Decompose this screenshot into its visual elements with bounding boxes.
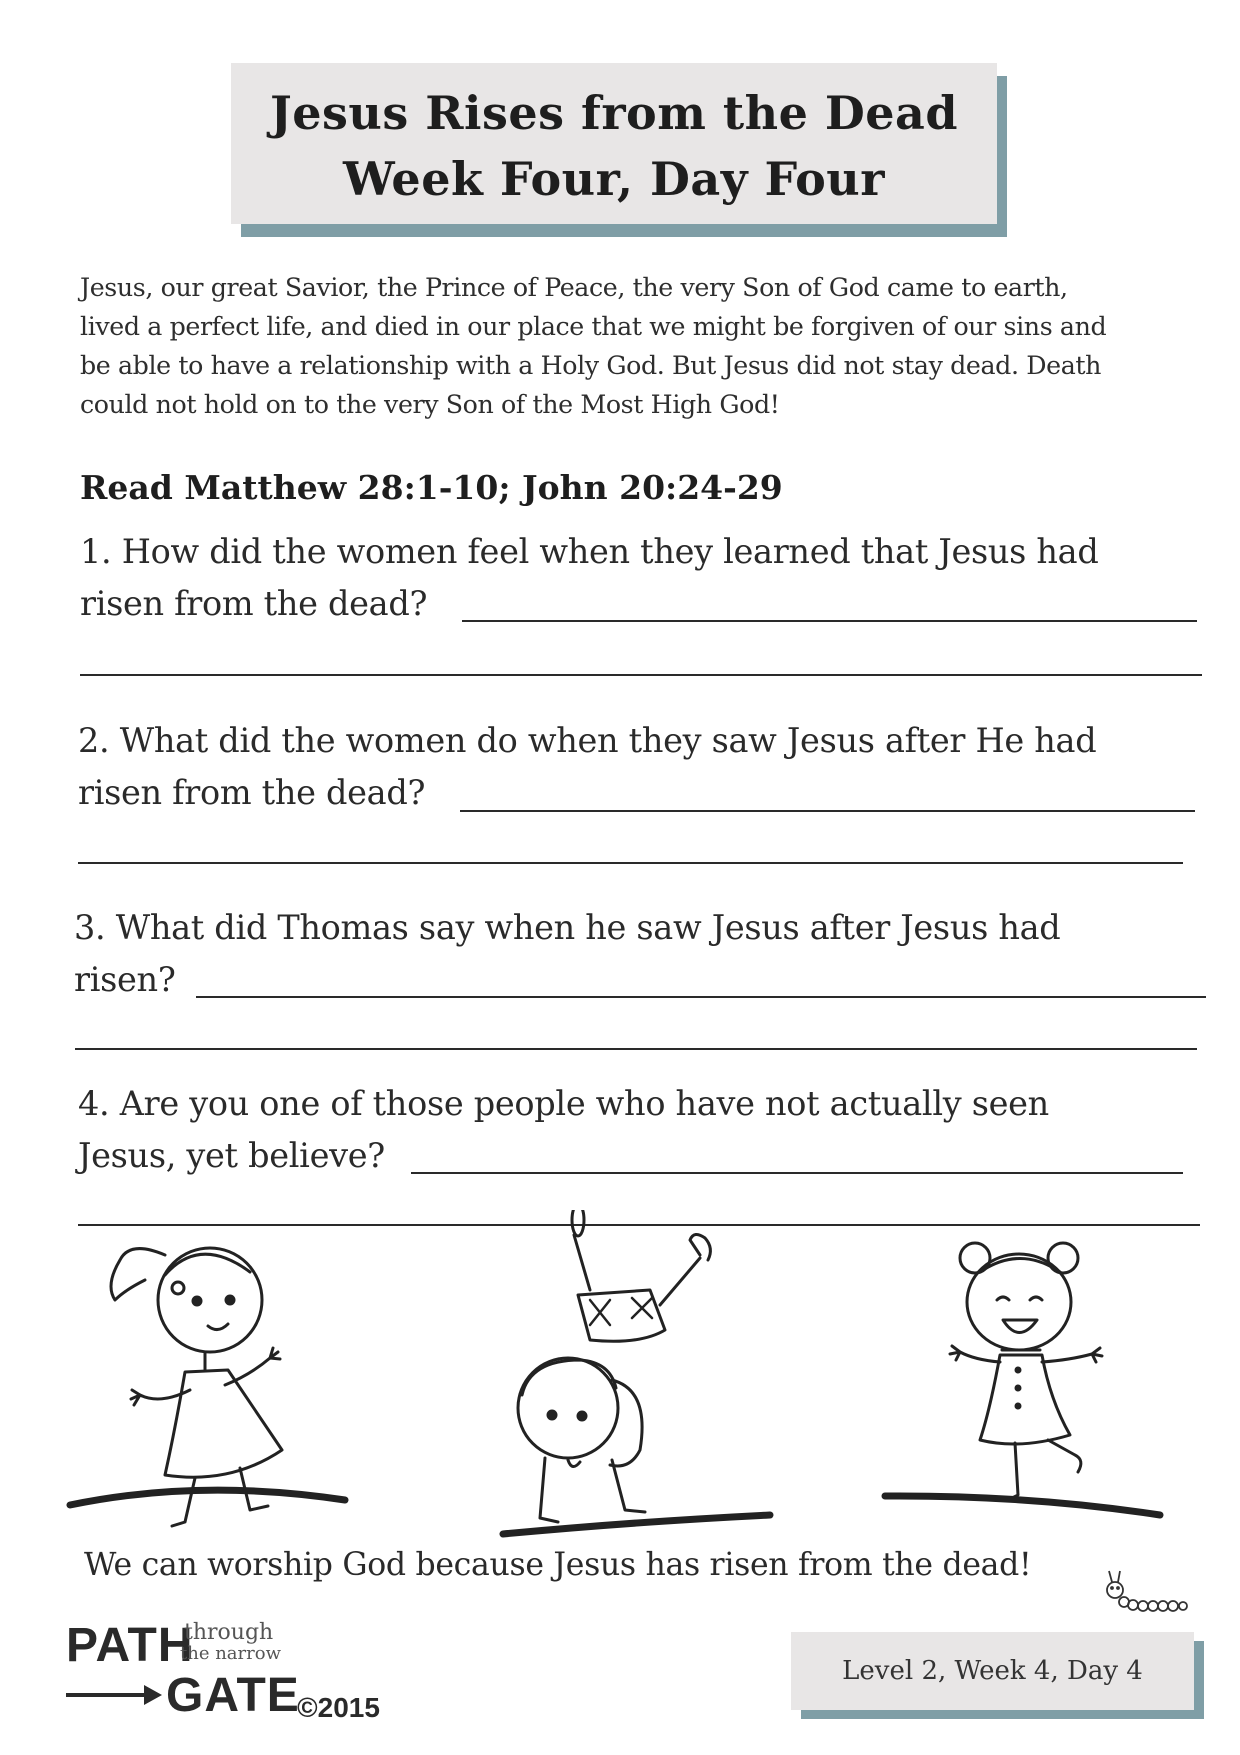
intro-line: could not hold on to the very Son of the Most High God!: [80, 390, 780, 419]
kids-illustration: [0, 1210, 1240, 1540]
intro-line: Jesus, our great Savior, the Prince of Peace, the very Son of God came to earth,: [80, 273, 1068, 302]
boy-doing-cartwheel-icon: [503, 1210, 770, 1534]
answer-line-3b[interactable]: [75, 1048, 1197, 1050]
page-title: Jesus Rises from the Dead: [269, 86, 959, 140]
logo-gate-word: GATE: [166, 1669, 300, 1722]
answer-line-4a[interactable]: [411, 1172, 1183, 1174]
answer-line-1b[interactable]: [80, 674, 1202, 676]
question-3-line2: risen?: [74, 960, 176, 999]
question-1-line2: risen from the dead?: [80, 584, 428, 623]
reading-heading: Read Matthew 28:1-10; John 20:24-29: [80, 468, 783, 507]
question-1-line1: 1. How did the women feel when they learned that Jesus had: [80, 532, 1099, 571]
girl-with-buns-icon: [885, 1243, 1160, 1515]
question-4-line2: Jesus, yet believe?: [78, 1136, 385, 1175]
page-subtitle: Week Four, Day Four: [343, 152, 885, 206]
question-3-line1: 3. What did Thomas say when he saw Jesus after Jesus had: [74, 908, 1061, 947]
path-gate-logo: [60, 1620, 400, 1730]
logo-through-word: through: [184, 1620, 274, 1645]
intro-line: lived a perfect life, and died in our place that we might be forgiven of our sins and: [80, 312, 1107, 341]
closing-statement: We can worship God because Jesus has risen from the dead!: [84, 1547, 1032, 1583]
intro-paragraph: [80, 268, 1180, 424]
caterpillar-icon: [1100, 1565, 1210, 1620]
answer-line-1a[interactable]: [462, 620, 1197, 622]
intro-line: be able to have a relationship with a Holy God. But Jesus did not stay dead. Death: [80, 351, 1102, 380]
answer-line-2a[interactable]: [460, 810, 1195, 812]
title-box: [231, 63, 997, 224]
answer-line-2b[interactable]: [78, 862, 1183, 864]
question-2-line2: risen from the dead?: [78, 773, 426, 812]
question-4-line1: 4. Are you one of those people who have not actually seen: [78, 1084, 1049, 1123]
question-2-line1: 2. What did the women do when they saw Jesus after He had: [78, 721, 1097, 760]
logo-path-word: PATH: [66, 1619, 194, 1672]
copyright-text: ©2015: [297, 1692, 380, 1723]
answer-line-3a[interactable]: [196, 996, 1206, 998]
level-label: Level 2, Week 4, Day 4: [791, 1632, 1194, 1710]
arrow-right-icon: [66, 1680, 166, 1710]
girl-with-ponytail-icon: [70, 1248, 345, 1526]
logo-narrow-word: the narrow: [180, 1643, 281, 1664]
